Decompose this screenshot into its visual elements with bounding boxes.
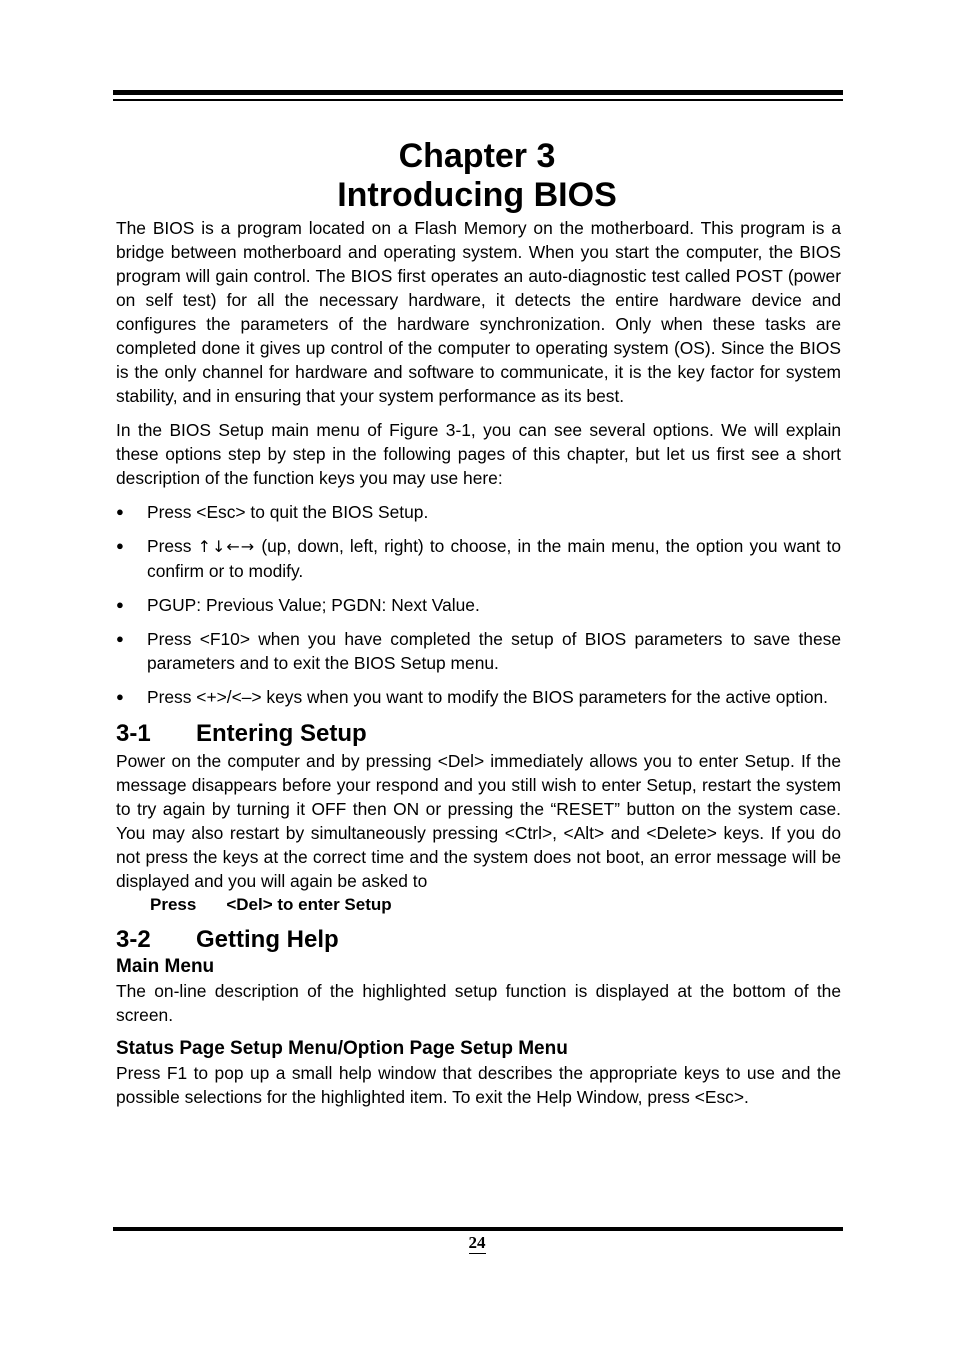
list-item-text: Press <Esc> to quit the BIOS Setup. [147, 502, 429, 522]
bullet-icon: ● [116, 631, 124, 646]
page-content [116, 216, 841, 1109]
press-del-text: <Del> to enter Setup [226, 895, 392, 914]
list-item [116, 593, 841, 617]
main-menu-paragraph: The on-line description of the highlighted setup function is displayed at the bottom of the screen. [116, 981, 841, 1025]
press-word: Press [150, 895, 197, 914]
status-page-paragraph: Press F1 to pop up a small help window that describes the appropriate keys to use and the possible selections for the highlighted item. To exit the Help Window, press <Esc>. [116, 1063, 841, 1107]
subheading-main-menu: Main Menu [116, 956, 215, 977]
list-item-text: Press <F10> when you have completed the setup of BIOS parameters to save these parameters and to exit the BIOS Setup menu. [147, 629, 841, 673]
list-item [116, 500, 841, 524]
arrow-keys-icon: ↑↓←→ [197, 537, 256, 556]
section-heading-getting-help [116, 925, 841, 955]
list-item [116, 627, 841, 675]
section-heading-entering-setup [116, 719, 841, 749]
header-rule-thick [113, 90, 843, 95]
list-item-text-prefix: Press [147, 536, 192, 556]
function-key-list [116, 500, 841, 709]
footer-rule [113, 1227, 843, 1231]
list-item-text: Press <+>/<–> keys when you want to modify the BIOS parameters for the active option. [147, 687, 829, 707]
header-rule-thin [113, 99, 843, 101]
bullet-icon: ● [116, 689, 124, 704]
bullet-icon: ● [116, 597, 124, 612]
list-item [116, 685, 841, 709]
bullet-icon: ● [116, 538, 124, 553]
section-number: 3-1 [116, 720, 151, 747]
page-number [0, 1232, 954, 1254]
list-item-text: (up, down, left, right) to choose, in the main menu, the option you want to confirm or to modify. [147, 536, 841, 581]
chapter-title-heading: Introducing BIOS [337, 176, 617, 214]
subheading-status-page: Status Page Setup Menu/Option Page Setup Menu [116, 1038, 568, 1059]
section-title: Entering Setup [196, 720, 367, 747]
list-item [116, 534, 841, 583]
section-title: Getting Help [196, 926, 339, 953]
list-item-text: PGUP: Previous Value; PGDN: Next Value. [147, 595, 480, 615]
entering-setup-paragraph: Power on the computer and by pressing <Del> immediately allows you to enter Setup. If the message disappears before your respond and you still wish to enter Setup, restart the system to try again by turning it OFF then ON or pressing the “RESET” button on the system case. You may also restart by simultaneously pressing <Ctrl>, <Alt> and <Delete> keys. If you do not press the keys at the correct time and the system does not boot, an error message will be displayed and you will again be asked to [116, 751, 841, 891]
intro-paragraph-1: The BIOS is a program located on a Flash Memory on the motherboard. This program is a bridge between motherboard and operating system. When you start the computer, the BIOS program will gain control. The BIOS first operates an auto-diagnostic test called POST (power on self test) for all the necessary hardware, it detects the entire hardware device and configures the parameters of the hardware synchronization. Only when these tasks are completed done it gives up control of the computer to operating system (OS). Since the BIOS is the only channel for hardware and software to communicate, it is the key factor for system stability, and in ensuring that your system performance as its best. [116, 218, 841, 406]
chapter-number-heading: Chapter 3 [398, 137, 556, 175]
page-number-text: 24 [468, 1233, 486, 1252]
intro-paragraph-2: In the BIOS Setup main menu of Figure 3-1, you can see several options. We will explain these options step by step in the following pages of this chapter, but let us first see a short description of the function keys you may use here: [116, 420, 841, 488]
bullet-icon: ● [116, 504, 124, 519]
press-del-instruction [116, 893, 841, 917]
section-number: 3-2 [116, 926, 151, 953]
